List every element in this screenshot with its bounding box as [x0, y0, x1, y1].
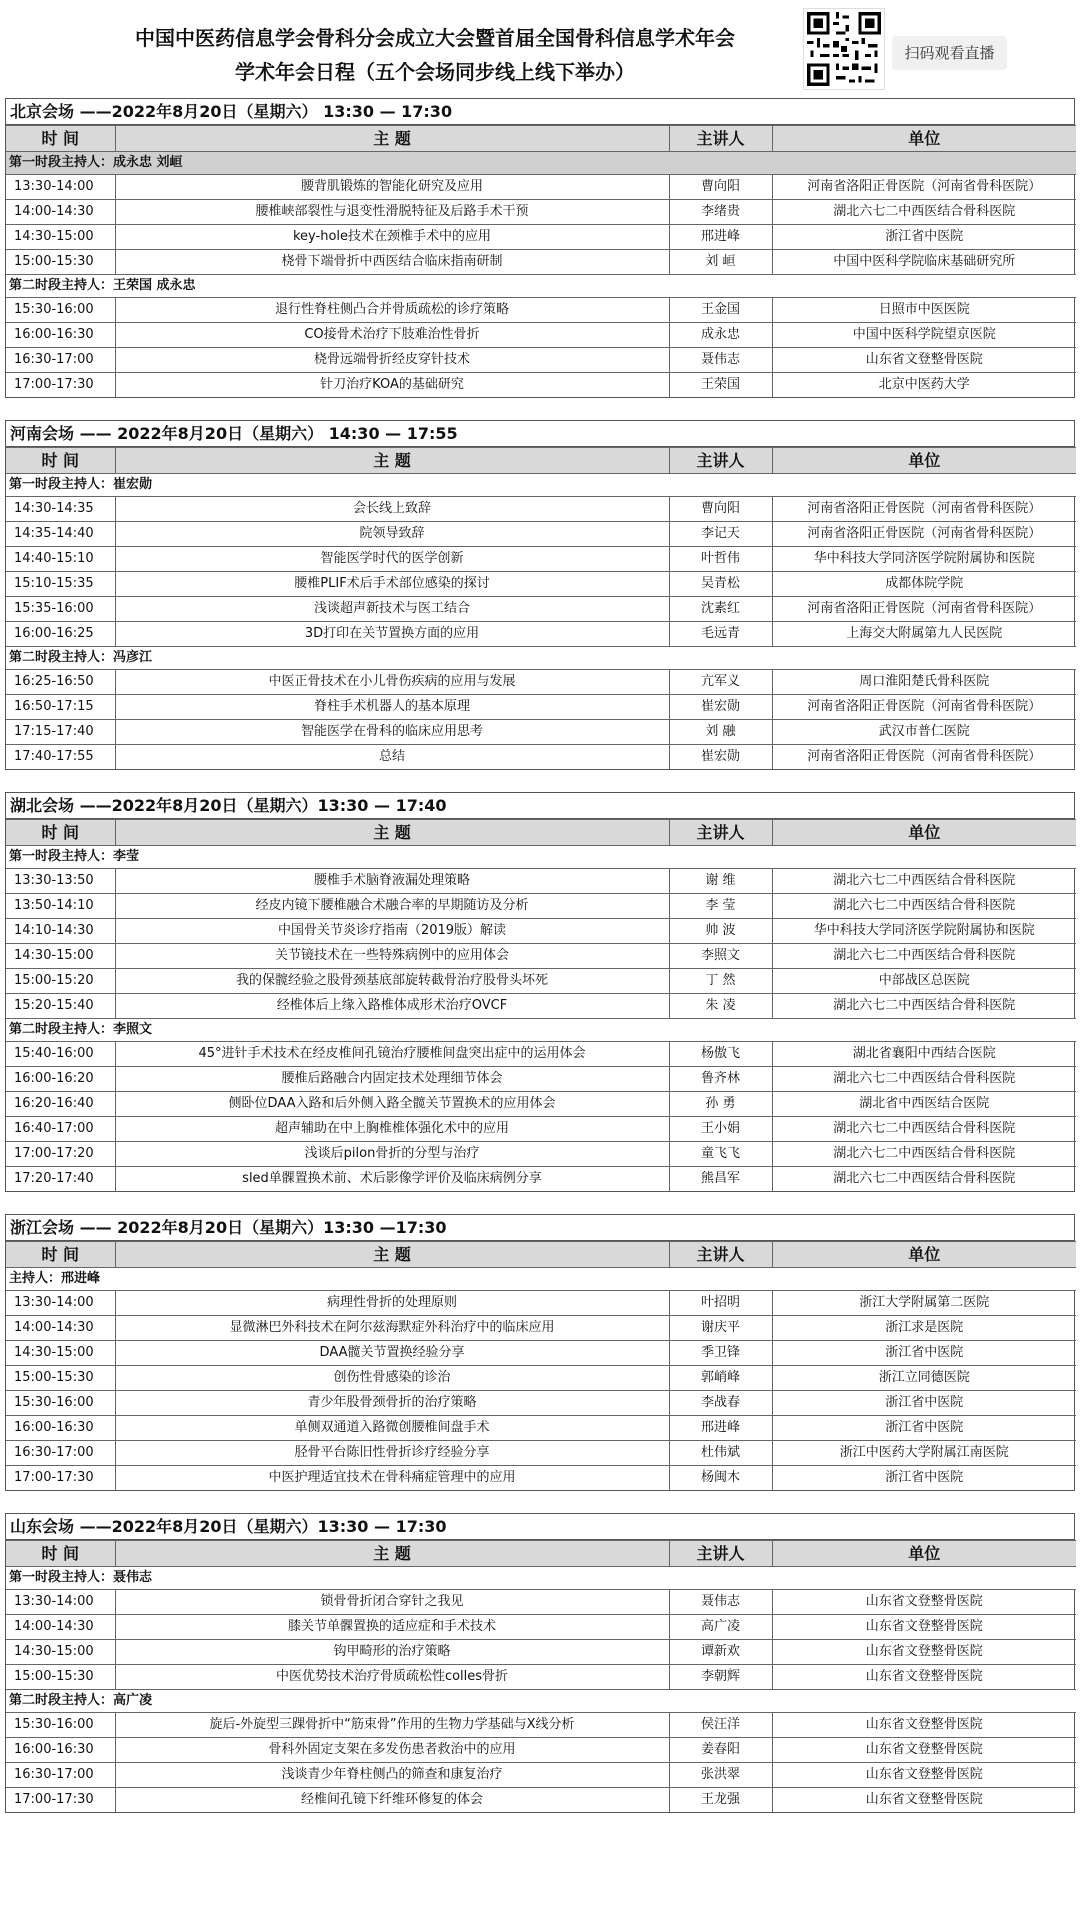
page-title: 中国中医药信息学会骨科分会成立大会暨首届全国骨科信息学术年会: [135, 26, 735, 50]
table-row: [6, 597, 1076, 622]
cell-org: 浙江立同德医院: [772, 1366, 1076, 1391]
table-row: [6, 1092, 1076, 1117]
cell-speaker: 鲁齐林: [669, 1067, 772, 1092]
cell-org: 湖北六七二中西医结合骨科医院: [772, 944, 1076, 969]
column-header-org: 单位: [772, 1541, 1076, 1567]
cell-topic: 腰椎手术脑脊液漏处理策略: [115, 869, 669, 894]
cell-org: 湖北六七二中西医结合骨科医院: [772, 1167, 1076, 1192]
table-row: [6, 670, 1076, 695]
cell-speaker: 张洪翠: [669, 1763, 772, 1788]
cell-time: 14:30-15:00: [6, 1341, 115, 1366]
cell-speaker: 杨傲飞: [669, 1042, 772, 1067]
venue-title: 浙江会场 —— 2022年8月20日（星期六）13:30 —17:30: [6, 1215, 1074, 1241]
session-host-row: [6, 474, 1076, 497]
table-row: [6, 1117, 1076, 1142]
cell-org: 山东省文登整骨医院: [772, 1788, 1076, 1813]
session-host-row: [6, 275, 1076, 298]
cell-speaker: 聂伟志: [669, 348, 772, 373]
cell-org: 中国中医科学院望京医院: [772, 323, 1076, 348]
cell-speaker: 叶哲伟: [669, 547, 772, 572]
venue-section: [5, 420, 1075, 770]
cell-org: 河南省洛阳正骨医院（河南省骨科医院）: [772, 497, 1076, 522]
cell-org: 日照市中医医院: [772, 298, 1076, 323]
cell-speaker: 曹向阳: [669, 497, 772, 522]
session-host-row: [6, 152, 1076, 175]
column-header-time: 时 间: [6, 820, 115, 846]
session-host-row: [6, 1690, 1076, 1713]
table-row: [6, 1366, 1076, 1391]
cell-topic: 经椎体后上缘入路椎体成形术治疗OVCF: [115, 994, 669, 1019]
cell-org: 湖北六七二中西医结合骨科医院: [772, 1142, 1076, 1167]
cell-time: 16:30-17:00: [6, 1763, 115, 1788]
cell-org: 河南省洛阳正骨医院（河南省骨科医院）: [772, 745, 1076, 770]
cell-time: 15:30-16:00: [6, 1713, 115, 1738]
cell-time: 16:00-16:20: [6, 1067, 115, 1092]
cell-org: 山东省文登整骨医院: [772, 1763, 1076, 1788]
cell-topic: 创伤性骨感染的诊治: [115, 1366, 669, 1391]
table-row: [6, 1466, 1076, 1491]
table-row: [6, 944, 1076, 969]
cell-org: 山东省文登整骨医院: [772, 1713, 1076, 1738]
cell-org: 山东省文登整骨医院: [772, 1615, 1076, 1640]
cell-topic: 中国骨关节炎诊疗指南（2019版）解读: [115, 919, 669, 944]
table-row: [6, 1788, 1076, 1813]
cell-topic: 会长线上致辞: [115, 497, 669, 522]
column-header-speaker: 主讲人: [669, 820, 772, 846]
cell-org: 河南省洛阳正骨医院（河南省骨科医院）: [772, 522, 1076, 547]
cell-topic: CO接骨术治疗下肢难治性骨折: [115, 323, 669, 348]
cell-speaker: 崔宏勋: [669, 695, 772, 720]
cell-time: 16:00-16:30: [6, 1416, 115, 1441]
cell-topic: sled单髁置换术前、术后影像学评价及临床病例分享: [115, 1167, 669, 1192]
column-header-speaker: 主讲人: [669, 448, 772, 474]
cell-org: 浙江大学附属第二医院: [772, 1291, 1076, 1316]
qr-code-icon[interactable]: [803, 8, 885, 90]
cell-org: 河南省洛阳正骨医院（河南省骨科医院）: [772, 695, 1076, 720]
cell-topic: 中医护理适宜技术在骨科痛症管理中的应用: [115, 1466, 669, 1491]
cell-time: 16:00-16:25: [6, 622, 115, 647]
cell-topic: 腰椎峡部裂性与退变性滑脱特征及后路手术干预: [115, 200, 669, 225]
table-header-row: [6, 1541, 1076, 1567]
column-header-org: 单位: [772, 448, 1076, 474]
cell-time: 17:15-17:40: [6, 720, 115, 745]
table-row: [6, 298, 1076, 323]
cell-time: 16:00-16:30: [6, 1738, 115, 1763]
cell-time: 16:30-17:00: [6, 348, 115, 373]
cell-org: 浙江省中医院: [772, 1341, 1076, 1366]
cell-speaker: 帅 波: [669, 919, 772, 944]
session-host: 第二时段主持人：李照文: [6, 1019, 1076, 1042]
cell-time: 15:00-15:30: [6, 250, 115, 275]
cell-speaker: 郭峭峰: [669, 1366, 772, 1391]
session-host: 第二时段主持人：高广凌: [6, 1690, 1076, 1713]
cell-org: 武汉市普仁医院: [772, 720, 1076, 745]
table-row: [6, 969, 1076, 994]
cell-org: 湖北六七二中西医结合骨科医院: [772, 200, 1076, 225]
cell-topic: 病理性骨折的处理原则: [115, 1291, 669, 1316]
cell-org: 山东省文登整骨医院: [772, 1590, 1076, 1615]
cell-org: 湖北六七二中西医结合骨科医院: [772, 994, 1076, 1019]
cell-time: 14:30-14:35: [6, 497, 115, 522]
cell-speaker: 崔宏勋: [669, 745, 772, 770]
table-row: [6, 919, 1076, 944]
table-row: [6, 522, 1076, 547]
column-header-speaker: 主讲人: [669, 1541, 772, 1567]
cell-org: 湖北省中西医结合医院: [772, 1092, 1076, 1117]
cell-time: 16:25-16:50: [6, 670, 115, 695]
venue-section: [5, 98, 1075, 398]
table-row: [6, 323, 1076, 348]
cell-topic: 经椎间孔镜下纤维环修复的体会: [115, 1788, 669, 1813]
column-header-topic: 主 题: [115, 1541, 669, 1567]
session-host: 第一时段主持人：李莹: [6, 846, 1076, 869]
column-header-time: 时 间: [6, 448, 115, 474]
schedule-table: [6, 1540, 1076, 1812]
cell-speaker: 孙 勇: [669, 1092, 772, 1117]
table-row: [6, 720, 1076, 745]
venue-title: 山东会场 ——2022年8月20日（星期六）13:30 — 17:30: [6, 1514, 1074, 1540]
session-host: 第二时段主持人：王荣国 成永忠: [6, 275, 1076, 298]
table-row: [6, 200, 1076, 225]
cell-speaker: 姜春阳: [669, 1738, 772, 1763]
cell-time: 14:30-15:00: [6, 944, 115, 969]
cell-speaker: 曹向阳: [669, 175, 772, 200]
cell-time: 17:00-17:30: [6, 1466, 115, 1491]
column-header-topic: 主 题: [115, 448, 669, 474]
column-header-time: 时 间: [6, 1242, 115, 1268]
cell-org: 华中科技大学同济医学院附属协和医院: [772, 919, 1076, 944]
cell-topic: 显微淋巴外科技术在阿尔兹海默症外科治疗中的临床应用: [115, 1316, 669, 1341]
column-header-speaker: 主讲人: [669, 1242, 772, 1268]
table-row: [6, 1441, 1076, 1466]
cell-speaker: 童飞飞: [669, 1142, 772, 1167]
cell-speaker: 聂伟志: [669, 1590, 772, 1615]
cell-time: 13:30-14:00: [6, 1590, 115, 1615]
cell-topic: 关节镜技术在一些特殊病例中的应用体会: [115, 944, 669, 969]
cell-topic: 智能医学在骨科的临床应用思考: [115, 720, 669, 745]
cell-time: 14:00-14:30: [6, 1316, 115, 1341]
cell-speaker: 王金国: [669, 298, 772, 323]
cell-time: 14:40-15:10: [6, 547, 115, 572]
cell-topic: 院领导致辞: [115, 522, 669, 547]
table-row: [6, 622, 1076, 647]
table-row: [6, 225, 1076, 250]
cell-speaker: 刘 峘: [669, 250, 772, 275]
cell-topic: 我的保髋经验之股骨颈基底部旋转截骨治疗股骨头坏死: [115, 969, 669, 994]
session-host-row: [6, 1268, 1076, 1291]
column-header-topic: 主 题: [115, 1242, 669, 1268]
cell-time: 16:30-17:00: [6, 1441, 115, 1466]
column-header-org: 单位: [772, 820, 1076, 846]
cell-speaker: 朱 凌: [669, 994, 772, 1019]
column-header-time: 时 间: [6, 126, 115, 152]
column-header-speaker: 主讲人: [669, 126, 772, 152]
cell-speaker: 丁 然: [669, 969, 772, 994]
venue-section: [5, 1214, 1075, 1491]
cell-speaker: 王小娟: [669, 1117, 772, 1142]
table-row: [6, 348, 1076, 373]
session-host: 第一时段主持人：崔宏勋: [6, 474, 1076, 497]
cell-time: 17:00-17:30: [6, 373, 115, 398]
table-row: [6, 695, 1076, 720]
table-row: [6, 894, 1076, 919]
table-row: [6, 1316, 1076, 1341]
cell-topic: DAA髋关节置换经验分享: [115, 1341, 669, 1366]
column-header-org: 单位: [772, 126, 1076, 152]
cell-topic: 针刀治疗KOA的基础研究: [115, 373, 669, 398]
column-header-topic: 主 题: [115, 126, 669, 152]
table-row: [6, 1665, 1076, 1690]
cell-speaker: 李照文: [669, 944, 772, 969]
cell-speaker: 沈素红: [669, 597, 772, 622]
cell-org: 湖北六七二中西医结合骨科医院: [772, 869, 1076, 894]
column-header-org: 单位: [772, 1242, 1076, 1268]
cell-time: 14:00-14:30: [6, 200, 115, 225]
table-row: [6, 994, 1076, 1019]
column-header-time: 时 间: [6, 1541, 115, 1567]
cell-org: 湖北六七二中西医结合骨科医院: [772, 1067, 1076, 1092]
cell-org: 中国中医科学院临床基础研究所: [772, 250, 1076, 275]
cell-org: 华中科技大学同济医学院附属协和医院: [772, 547, 1076, 572]
cell-time: 15:10-15:35: [6, 572, 115, 597]
cell-topic: 钩甲畸形的治疗策略: [115, 1640, 669, 1665]
cell-org: 河南省洛阳正骨医院（河南省骨科医院）: [772, 175, 1076, 200]
cell-time: 15:40-16:00: [6, 1042, 115, 1067]
cell-time: 13:30-13:50: [6, 869, 115, 894]
venue-title: 湖北会场 ——2022年8月20日（星期六）13:30 — 17:40: [6, 793, 1074, 819]
cell-topic: 旋后-外旋型三踝骨折中“筋束骨”作用的生物力学基础与X线分析: [115, 1713, 669, 1738]
table-header-row: [6, 126, 1076, 152]
cell-org: 山东省文登整骨医院: [772, 1665, 1076, 1690]
table-row: [6, 1738, 1076, 1763]
cell-org: 上海交大附属第九人民医院: [772, 622, 1076, 647]
cell-time: 16:00-16:30: [6, 323, 115, 348]
cell-org: 湖北省襄阳中西结合医院: [772, 1042, 1076, 1067]
table-row: [6, 869, 1076, 894]
table-row: [6, 1391, 1076, 1416]
cell-topic: 3D打印在关节置换方面的应用: [115, 622, 669, 647]
page-subtitle: 学术年会日程（五个会场同步线上线下举办）: [235, 60, 635, 84]
cell-topic: 脊柱手术机器人的基本原理: [115, 695, 669, 720]
cell-speaker: 侯汪洋: [669, 1713, 772, 1738]
cell-org: 浙江省中医院: [772, 1391, 1076, 1416]
cell-org: 山东省文登整骨医院: [772, 1738, 1076, 1763]
cell-org: 山东省文登整骨医院: [772, 1640, 1076, 1665]
cell-org: 湖北六七二中西医结合骨科医院: [772, 894, 1076, 919]
cell-topic: 退行性脊柱侧凸合并骨质疏松的诊疗策略: [115, 298, 669, 323]
cell-topic: 浅谈后pilon骨折的分型与治疗: [115, 1142, 669, 1167]
session-host-row: [6, 1019, 1076, 1042]
cell-topic: 腰椎后路融合内固定技术处理细节体会: [115, 1067, 669, 1092]
cell-topic: 45°进针手术技术在经皮椎间孔镜治疗腰椎间盘突出症中的运用体会: [115, 1042, 669, 1067]
cell-time: 17:00-17:20: [6, 1142, 115, 1167]
cell-speaker: 邢进峰: [669, 1416, 772, 1441]
table-row: [6, 1615, 1076, 1640]
venue-section: [5, 1513, 1075, 1813]
cell-topic: 腰椎PLIF术后手术部位感染的探讨: [115, 572, 669, 597]
session-host: 第一时段主持人：成永忠 刘峘: [6, 152, 1076, 175]
cell-org: 浙江省中医院: [772, 1466, 1076, 1491]
cell-time: 15:00-15:20: [6, 969, 115, 994]
cell-org: 周口淮阳楚氏骨科医院: [772, 670, 1076, 695]
cell-speaker: 成永忠: [669, 323, 772, 348]
cell-time: 17:20-17:40: [6, 1167, 115, 1192]
cell-time: 14:35-14:40: [6, 522, 115, 547]
table-row: [6, 1590, 1076, 1615]
table-row: [6, 175, 1076, 200]
table-row: [6, 1067, 1076, 1092]
cell-time: 15:20-15:40: [6, 994, 115, 1019]
cell-topic: 膝关节单髁置换的适应症和手术技术: [115, 1615, 669, 1640]
cell-speaker: 季卫锋: [669, 1341, 772, 1366]
table-row: [6, 547, 1076, 572]
cell-speaker: 杨闽木: [669, 1466, 772, 1491]
table-row: [6, 1713, 1076, 1738]
cell-speaker: 李记天: [669, 522, 772, 547]
cell-topic: 智能医学时代的医学创新: [115, 547, 669, 572]
cell-org: 山东省文登整骨医院: [772, 348, 1076, 373]
cell-speaker: 邢进峰: [669, 225, 772, 250]
cell-org: 浙江省中医院: [772, 1416, 1076, 1441]
cell-speaker: 刘 融: [669, 720, 772, 745]
cell-time: 16:50-17:15: [6, 695, 115, 720]
cell-speaker: 李朝辉: [669, 1665, 772, 1690]
session-host-row: [6, 1567, 1076, 1590]
table-row: [6, 572, 1076, 597]
cell-time: 15:30-16:00: [6, 298, 115, 323]
cell-speaker: 王荣国: [669, 373, 772, 398]
cell-speaker: 杜伟斌: [669, 1441, 772, 1466]
cell-time: 16:20-16:40: [6, 1092, 115, 1117]
session-host: 第二时段主持人：冯彦江: [6, 647, 1076, 670]
cell-time: 13:30-14:00: [6, 175, 115, 200]
venue-title: 北京会场 ——2022年8月20日（星期六） 13:30 — 17:30: [6, 99, 1074, 125]
table-row: [6, 497, 1076, 522]
cell-org: 中部战区总医院: [772, 969, 1076, 994]
table-row: [6, 1640, 1076, 1665]
cell-speaker: 高广凌: [669, 1615, 772, 1640]
session-host-row: [6, 647, 1076, 670]
cell-time: 14:30-15:00: [6, 225, 115, 250]
table-header-row: [6, 820, 1076, 846]
cell-topic: 浅谈超声新技术与医工结合: [115, 597, 669, 622]
page-header: [0, 0, 1080, 98]
cell-time: 15:00-15:30: [6, 1665, 115, 1690]
schedule-table: [6, 125, 1076, 397]
cell-org: 湖北六七二中西医结合骨科医院: [772, 1117, 1076, 1142]
cell-time: 13:30-14:00: [6, 1291, 115, 1316]
cell-time: 14:10-14:30: [6, 919, 115, 944]
cell-speaker: 叶招明: [669, 1291, 772, 1316]
cell-org: 北京中医药大学: [772, 373, 1076, 398]
cell-org: 浙江中医药大学附属江南医院: [772, 1441, 1076, 1466]
cell-topic: 桡骨下端骨折中西医结合临床指南研制: [115, 250, 669, 275]
cell-org: 浙江省中医院: [772, 225, 1076, 250]
cell-speaker: 李 莹: [669, 894, 772, 919]
cell-topic: 青少年股骨颈骨折的治疗策略: [115, 1391, 669, 1416]
table-row: [6, 1042, 1076, 1067]
cell-speaker: 谭新欢: [669, 1640, 772, 1665]
cell-speaker: 吴青松: [669, 572, 772, 597]
table-row: [6, 1142, 1076, 1167]
cell-time: 14:00-14:30: [6, 1615, 115, 1640]
cell-org: 浙江求是医院: [772, 1316, 1076, 1341]
cell-topic: 中医正骨技术在小儿骨伤疾病的应用与发展: [115, 670, 669, 695]
venue-title: 河南会场 —— 2022年8月20日（星期六） 14:30 — 17:55: [6, 421, 1074, 447]
cell-speaker: 李绪贵: [669, 200, 772, 225]
table-header-row: [6, 448, 1076, 474]
cell-topic: 胫骨平台陈旧性骨折诊疗经验分享: [115, 1441, 669, 1466]
cell-time: 17:00-17:30: [6, 1788, 115, 1813]
table-row: [6, 373, 1076, 398]
cell-speaker: 谢 维: [669, 869, 772, 894]
cell-time: 15:30-16:00: [6, 1391, 115, 1416]
column-header-topic: 主 题: [115, 820, 669, 846]
table-row: [6, 1416, 1076, 1441]
cell-time: 13:50-14:10: [6, 894, 115, 919]
table-row: [6, 250, 1076, 275]
cell-speaker: 毛远青: [669, 622, 772, 647]
session-host: 第一时段主持人：聂伟志: [6, 1567, 1076, 1590]
schedule-table: [6, 447, 1076, 769]
table-row: [6, 1167, 1076, 1192]
cell-topic: 骨科外固定支架在多发伤患者救治中的应用: [115, 1738, 669, 1763]
cell-speaker: 王龙强: [669, 1788, 772, 1813]
table-header-row: [6, 1242, 1076, 1268]
cell-time: 15:35-16:00: [6, 597, 115, 622]
table-row: [6, 1763, 1076, 1788]
cell-org: 河南省洛阳正骨医院（河南省骨科医院）: [772, 597, 1076, 622]
cell-topic: 总结: [115, 745, 669, 770]
cell-topic: 经皮内镜下腰椎融合术融合率的早期随访及分析: [115, 894, 669, 919]
scan-to-watch-live-button[interactable]: 扫码观看直播: [892, 36, 1007, 70]
cell-topic: 锁骨骨折闭合穿针之我见: [115, 1590, 669, 1615]
cell-topic: key-hole技术在颈椎手术中的应用: [115, 225, 669, 250]
cell-topic: 超声辅助在中上胸椎椎体强化术中的应用: [115, 1117, 669, 1142]
cell-speaker: 亢军义: [669, 670, 772, 695]
table-row: [6, 1341, 1076, 1366]
cell-time: 14:30-15:00: [6, 1640, 115, 1665]
cell-time: 17:40-17:55: [6, 745, 115, 770]
venue-section: [5, 792, 1075, 1192]
cell-topic: 浅谈青少年脊柱侧凸的筛查和康复治疗: [115, 1763, 669, 1788]
schedule-table: [6, 1241, 1076, 1490]
cell-topic: 侧卧位DAA入路和后外侧入路全髋关节置换术的应用体会: [115, 1092, 669, 1117]
session-host: 主持人：邢进峰: [6, 1268, 1076, 1291]
cell-topic: 单侧双通道入路微创腰椎间盘手术: [115, 1416, 669, 1441]
cell-time: 15:00-15:30: [6, 1366, 115, 1391]
cell-topic: 中医优势技术治疗骨质疏松性colles骨折: [115, 1665, 669, 1690]
cell-topic: 腰背肌锻炼的智能化研究及应用: [115, 175, 669, 200]
cell-speaker: 熊昌军: [669, 1167, 772, 1192]
schedule-table: [6, 819, 1076, 1191]
cell-topic: 桡骨远端骨折经皮穿针技术: [115, 348, 669, 373]
cell-speaker: 谢庆平: [669, 1316, 772, 1341]
table-row: [6, 1291, 1076, 1316]
table-row: [6, 745, 1076, 770]
cell-org: 成都体院学院: [772, 572, 1076, 597]
venue-list: [5, 98, 1075, 1835]
cell-speaker: 李战春: [669, 1391, 772, 1416]
session-host-row: [6, 846, 1076, 869]
cell-time: 16:40-17:00: [6, 1117, 115, 1142]
